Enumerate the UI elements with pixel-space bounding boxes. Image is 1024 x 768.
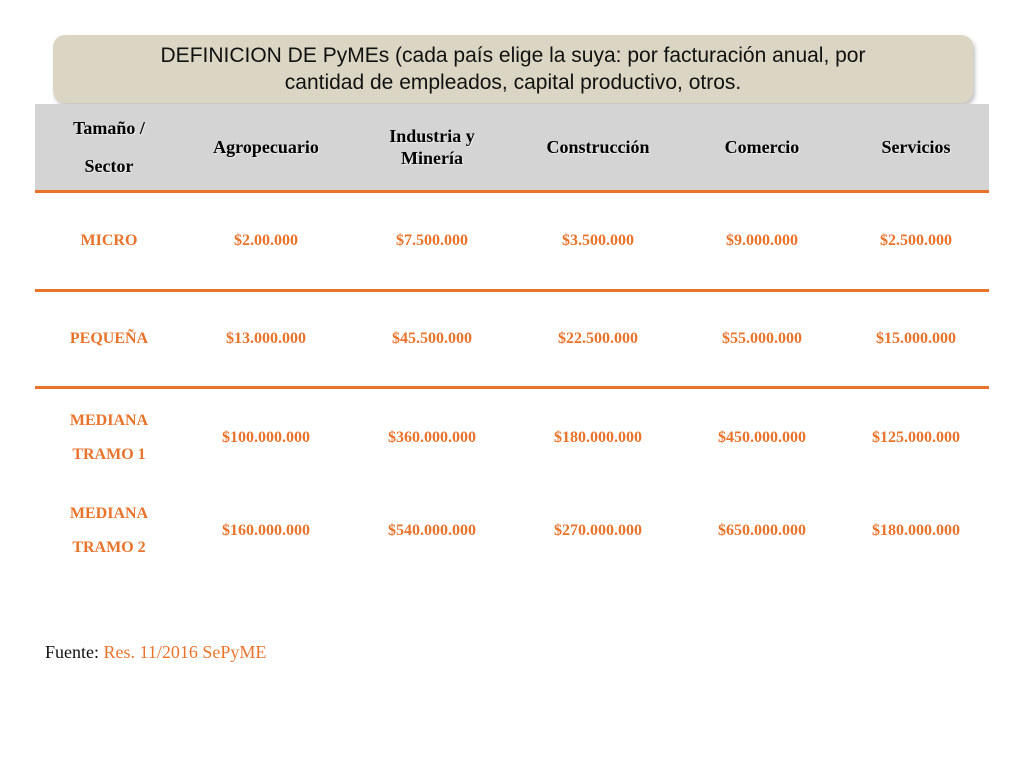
cell-servicios: $180.000.000 [872, 522, 960, 539]
pymes-table-container [35, 104, 989, 609]
source-note [45, 642, 266, 663]
table-row-micro [35, 192, 989, 291]
row-label: MEDIANA TRAMO 2 [69, 505, 149, 556]
table-row-mediana-tramo-2 [35, 487, 989, 609]
header-comercio: Comercio [681, 104, 843, 192]
cell-agropecuario: $13.000.000 [183, 291, 349, 388]
row-label: MEDIANA TRAMO 1 [69, 412, 149, 463]
slide-title [53, 35, 973, 103]
cell-servicios: $125.000.000 [872, 429, 960, 446]
cell-agropecuario: $160.000.000 [222, 522, 310, 539]
header-size-sector: Tamaño / Sector [35, 104, 183, 192]
table-row-mediana-tramo-1 [35, 388, 989, 488]
header-construccion: Construcción [515, 104, 681, 192]
row-label: MICRO [35, 192, 183, 291]
cell-industria-mineria: $540.000.000 [388, 522, 476, 539]
cell-servicios: $15.000.000 [843, 291, 989, 388]
slide-title-line-2: cantidad de empleados, capital productivo, otros. [284, 71, 742, 94]
row-label: PEQUEÑA [35, 291, 183, 388]
cell-industria-mineria: $7.500.000 [349, 192, 515, 291]
cell-construccion: $22.500.000 [515, 291, 681, 388]
cell-construccion: $180.000.000 [554, 429, 642, 446]
header-industria-mineria: Industria y Minería [349, 104, 515, 192]
cell-comercio: $650.000.000 [718, 522, 806, 539]
table-header-row [35, 104, 989, 192]
slide-title-line-1: DEFINICION DE PyMEs (cada país elige la suya: por facturación anual, por [160, 44, 866, 67]
cell-agropecuario: $100.000.000 [222, 429, 310, 446]
cell-construccion: $270.000.000 [554, 522, 642, 539]
cell-construccion: $3.500.000 [515, 192, 681, 291]
cell-industria-mineria: $360.000.000 [388, 429, 476, 446]
header-servicios: Servicios [843, 104, 989, 192]
source-reference: Res. 11/2016 SePyME [103, 642, 267, 662]
cell-industria-mineria: $45.500.000 [349, 291, 515, 388]
header-agropecuario: Agropecuario [183, 104, 349, 192]
cell-comercio: $9.000.000 [681, 192, 843, 291]
pymes-definition-table [35, 104, 989, 609]
table-row-pequena [35, 291, 989, 388]
source-label: Fuente: [45, 642, 104, 662]
cell-servicios: $2.500.000 [843, 192, 989, 291]
cell-agropecuario: $2.00.000 [183, 192, 349, 291]
cell-comercio: $55.000.000 [681, 291, 843, 388]
cell-comercio: $450.000.000 [718, 429, 806, 446]
